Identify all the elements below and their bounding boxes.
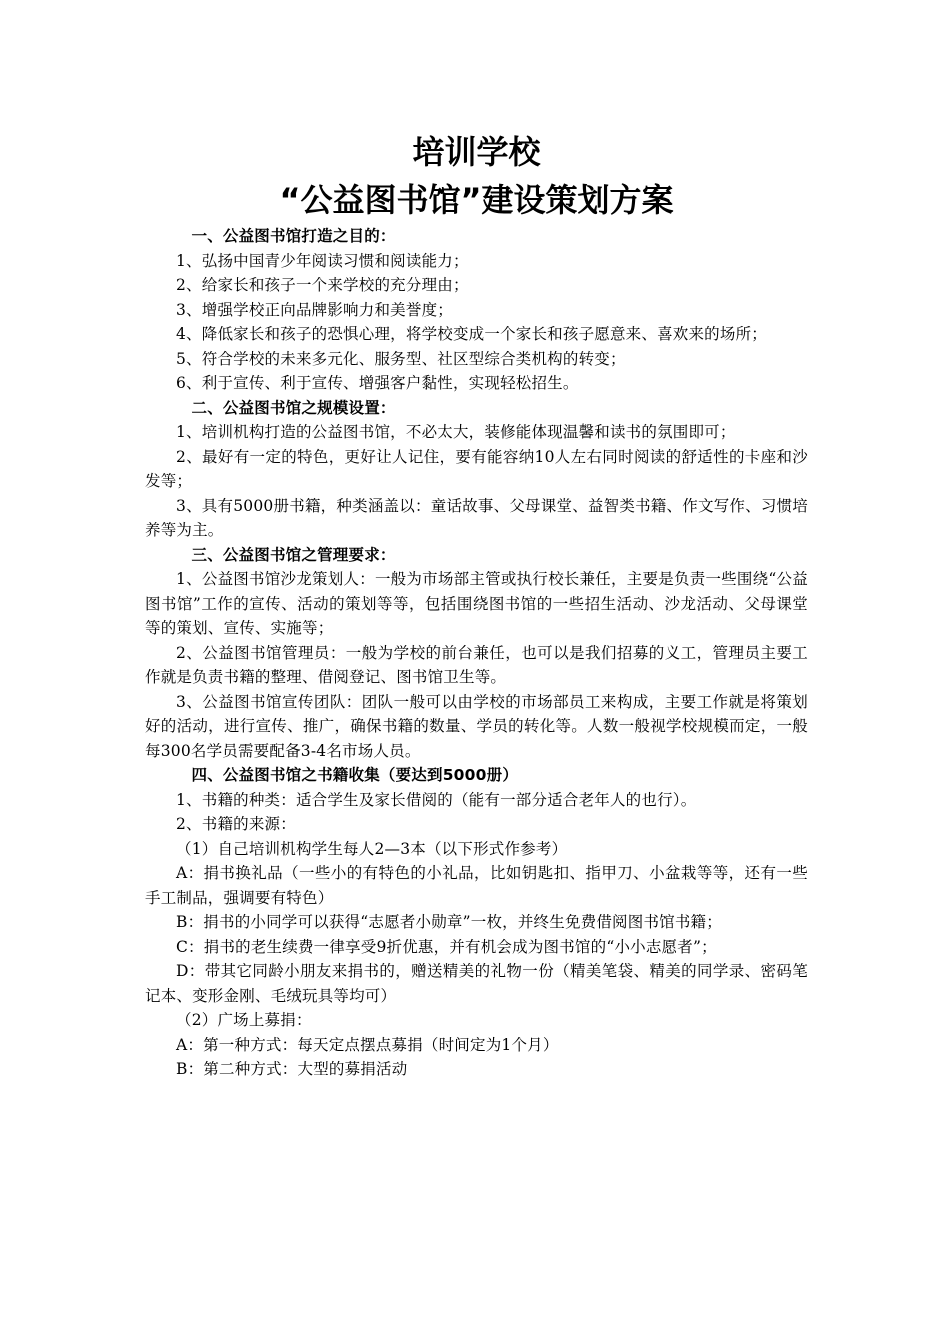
document-title-line2: “公益图书馆”建设策划方案	[279, 181, 674, 219]
body-paragraph: A：第一种方式：每天定点摆点募捐（时间定为1个月）	[176, 1035, 559, 1054]
body-paragraph: 3、具有5000册书籍，种类涵盖以：童话故事、父母课堂、益智类书籍、作文写作、习惯培养等为主。	[145, 496, 808, 539]
body-paragraph: C：捐书的老生续费一律享受9折优惠，并有机会成为图书馆的“小小志愿者”；	[176, 937, 717, 956]
document-title-line1: 培训学校	[412, 133, 541, 171]
body-paragraph: 1、书籍的种类：适合学生及家长借阅的（能有一部分适合老年人的也行）。	[176, 790, 697, 809]
section-heading: 二、公益图书馆之规模设置：	[191, 398, 396, 417]
body-paragraph: 2、最好有一定的特色，更好让人记住，要有能容纳10人左右同时阅读的舒适性的卡座和沙发等；	[145, 447, 808, 490]
document-body	[145, 224, 808, 1082]
body-paragraph: 2、书籍的来源：	[176, 815, 296, 833]
body-paragraph: 3、增强学校正向品牌影响力和美誉度；	[176, 300, 453, 319]
body-paragraph: 3、公益图书馆宣传团队：团队一般可以由学校的市场部员工来构成，主要工作就是将策划好的活动，进行宣传、推广，确保书籍的数量、学员的转化等。人数一般视学校规模而定，一般每300名学员需要配备3-4名市场人员。	[145, 692, 808, 760]
body-paragraph: （1）自己培训机构学生每人2—3本（以下形式作参考）	[176, 839, 568, 858]
body-paragraph: 4、降低家长和孩子的恐惧心理，将学校变成一个家长和孩子愿意来、喜欢来的场所；	[176, 325, 767, 343]
body-paragraph: 1、公益图书馆沙龙策划人：一般为市场部主管或执行校长兼任，主要是负责一些围绕“公益图书馆”工作的宣传、活动的策划等等，包括围绕图书馆的一些招生活动、沙龙活动、父母课堂等的策划、宣传、实施等；	[145, 570, 808, 637]
body-paragraph: 2、公益图书馆管理员：一般为学校的前台兼任，也可以是我们招募的义工，管理员主要工作就是负责书籍的整理、借阅登记、图书馆卫生等。	[145, 643, 808, 686]
body-paragraph: 2、给家长和孩子一个来学校的充分理由；	[176, 276, 469, 294]
section-heading: 一、公益图书馆打造之目的：	[191, 227, 396, 245]
body-paragraph: A：捐书换礼品（一些小的有特色的小礼品，比如钥匙扣、指甲刀、小盆栽等等，还有一些手工制品，强调要有特色）	[145, 864, 808, 907]
body-paragraph: 1、培训机构打造的公益图书馆，不必太大，装修能体现温馨和读书的氛围即可；	[176, 423, 736, 441]
section-heading: 三、公益图书馆之管理要求：	[191, 545, 396, 564]
body-paragraph: B：捐书的小同学可以获得“志愿者小勋章”一枚，并终生免费借阅图书馆书籍；	[176, 913, 722, 931]
body-paragraph: 1、弘扬中国青少年阅读习惯和阅读能力；	[176, 251, 469, 270]
body-paragraph: （2）广场上募捐：	[176, 1011, 312, 1029]
body-paragraph: 6、利于宣传、利于宣传、增强客户黏性，实现轻松招生。	[176, 374, 579, 392]
body-paragraph: 5、符合学校的未来多元化、服务型、社区型综合类机构的转变；	[176, 349, 626, 368]
section-heading: 四、公益图书馆之书籍收集（要达到5000册）	[191, 766, 519, 784]
body-paragraph: D：带其它同龄小朋友来捐书的，赠送精美的礼物一份（精美笔袋、精美的同学录、密码笔记本、变形金刚、毛绒玩具等均可）	[145, 962, 808, 1005]
body-paragraph: B：第二种方式：大型的募捐活动	[176, 1060, 408, 1078]
